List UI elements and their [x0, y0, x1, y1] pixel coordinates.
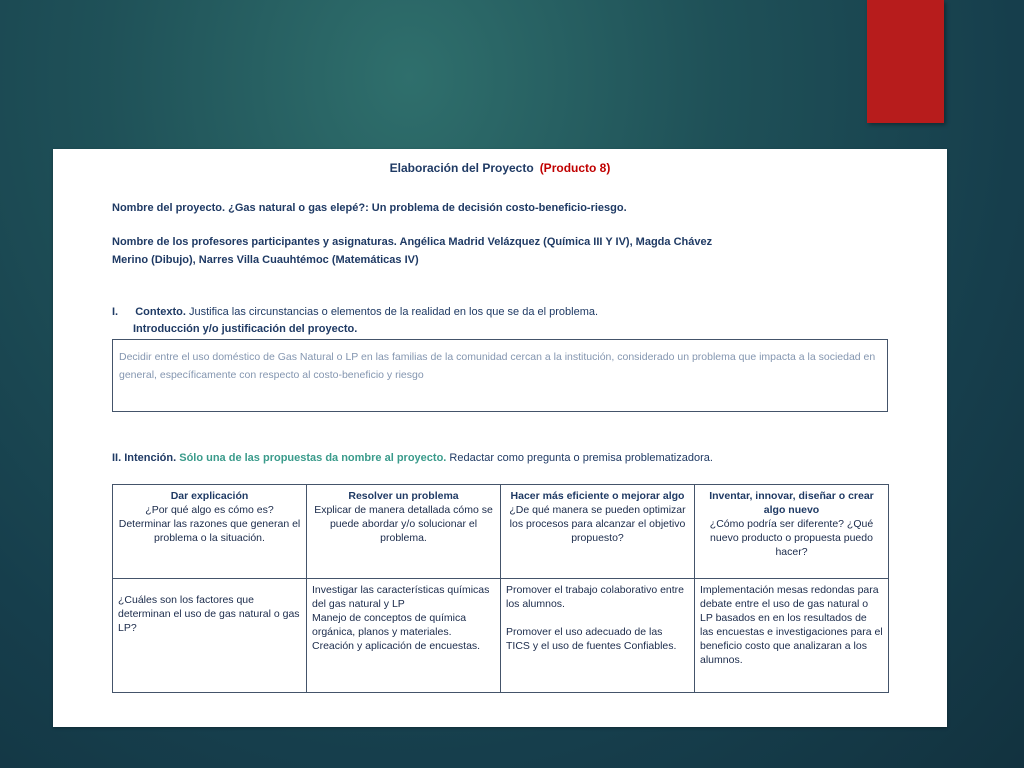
context-numeral: I. [112, 306, 119, 318]
cell-text: Promover el trabajo colaborativo entre los alumnos. Promover el uso adecuado de las TICS y el uso de fuentes Confiables. [506, 584, 685, 652]
header-desc: ¿De qué manera se pueden optimizar los procesos para alcanzar el objetivo propuesto? [509, 504, 686, 544]
intention-heading: II. Intención. [112, 452, 177, 464]
header-cell-explain [113, 485, 307, 579]
table-header-row [113, 485, 889, 579]
header-cell-improve [501, 485, 695, 579]
intention-instruction: Redactar como pregunta o premisa problematizadora. [446, 452, 713, 464]
table-cell [695, 579, 889, 693]
header-title: Resolver un problema [348, 490, 459, 502]
header-desc: ¿Por qué algo es cómo es? Determinar las razones que generan el problema o la situación. [118, 504, 301, 544]
title-text: Elaboración del Proyecto [389, 161, 534, 175]
context-heading-line [112, 306, 598, 318]
header-title: Dar explicación [170, 490, 249, 502]
cell-text: ¿Cuáles son los factores que determinan el uso de gas natural o gas LP? [118, 594, 300, 634]
project-name: Nombre del proyecto. ¿Gas natural o gas elepé?: Un problema de decisión costo-beneficio-riesgo. [112, 202, 627, 214]
cell-text: Implementación mesas redondas para debate entre el uso de gas natural o LP basados en en los resultados de las encuestas e investigaciones para el beneficio costo que analizaran a los alumnos. [700, 584, 883, 666]
header-title: Hacer más eficiente o mejorar algo [510, 490, 685, 502]
teachers-line-1: Nombre de los profesores participantes y asignaturas. Angélica Madrid Velázquez (Química III Y IV), Magda Chávez [112, 236, 713, 248]
table-cell [113, 579, 307, 693]
red-accent-tab [867, 0, 944, 123]
context-box-text: Decidir entre el uso doméstico de Gas Natural o LP en las familias de la comunidad cercan a la institución, considerado un problema que impacta a la sociedad en general, específicamente con respecto al costo-beneficio y riesgo [119, 351, 876, 381]
context-text-box [112, 339, 888, 412]
header-desc: Explicar de manera detallada cómo se puede abordar y/o solucionar el problema. [314, 504, 493, 544]
header-cell-invent [695, 485, 889, 579]
document-page [53, 149, 947, 727]
context-instruction: Justifica las circunstancias o elementos de la realidad en los que se da el problema. [185, 306, 599, 318]
context-subheading: Introducción y/o justificación del proyecto. [133, 323, 358, 335]
intention-highlight: Sólo una de las propuestas da nombre al proyecto. [176, 452, 447, 464]
document-title [53, 161, 947, 175]
intention-table [112, 484, 889, 693]
cell-text: Investigar las características químicas del gas natural y LP Manejo de conceptos de química orgánica, planos y materiales. Creación y aplicación de encuestas. [312, 584, 490, 652]
header-desc: ¿Cómo podría ser diferente? ¿Qué nuevo producto o propuesta puedo hacer? [709, 518, 874, 558]
header-title: Inventar, innovar, diseñar o crear algo nuevo [709, 490, 874, 516]
header-cell-solve [307, 485, 501, 579]
title-tag: (Producto 8) [539, 161, 611, 175]
table-cell [307, 579, 501, 693]
intention-line [112, 452, 713, 464]
teachers-line-2: Merino (Dibujo), Narres Villa Cuauhtémoc (Matemáticas IV) [112, 254, 419, 266]
table-cell [501, 579, 695, 693]
context-heading: Contexto. [135, 306, 186, 318]
table-row [113, 579, 889, 693]
